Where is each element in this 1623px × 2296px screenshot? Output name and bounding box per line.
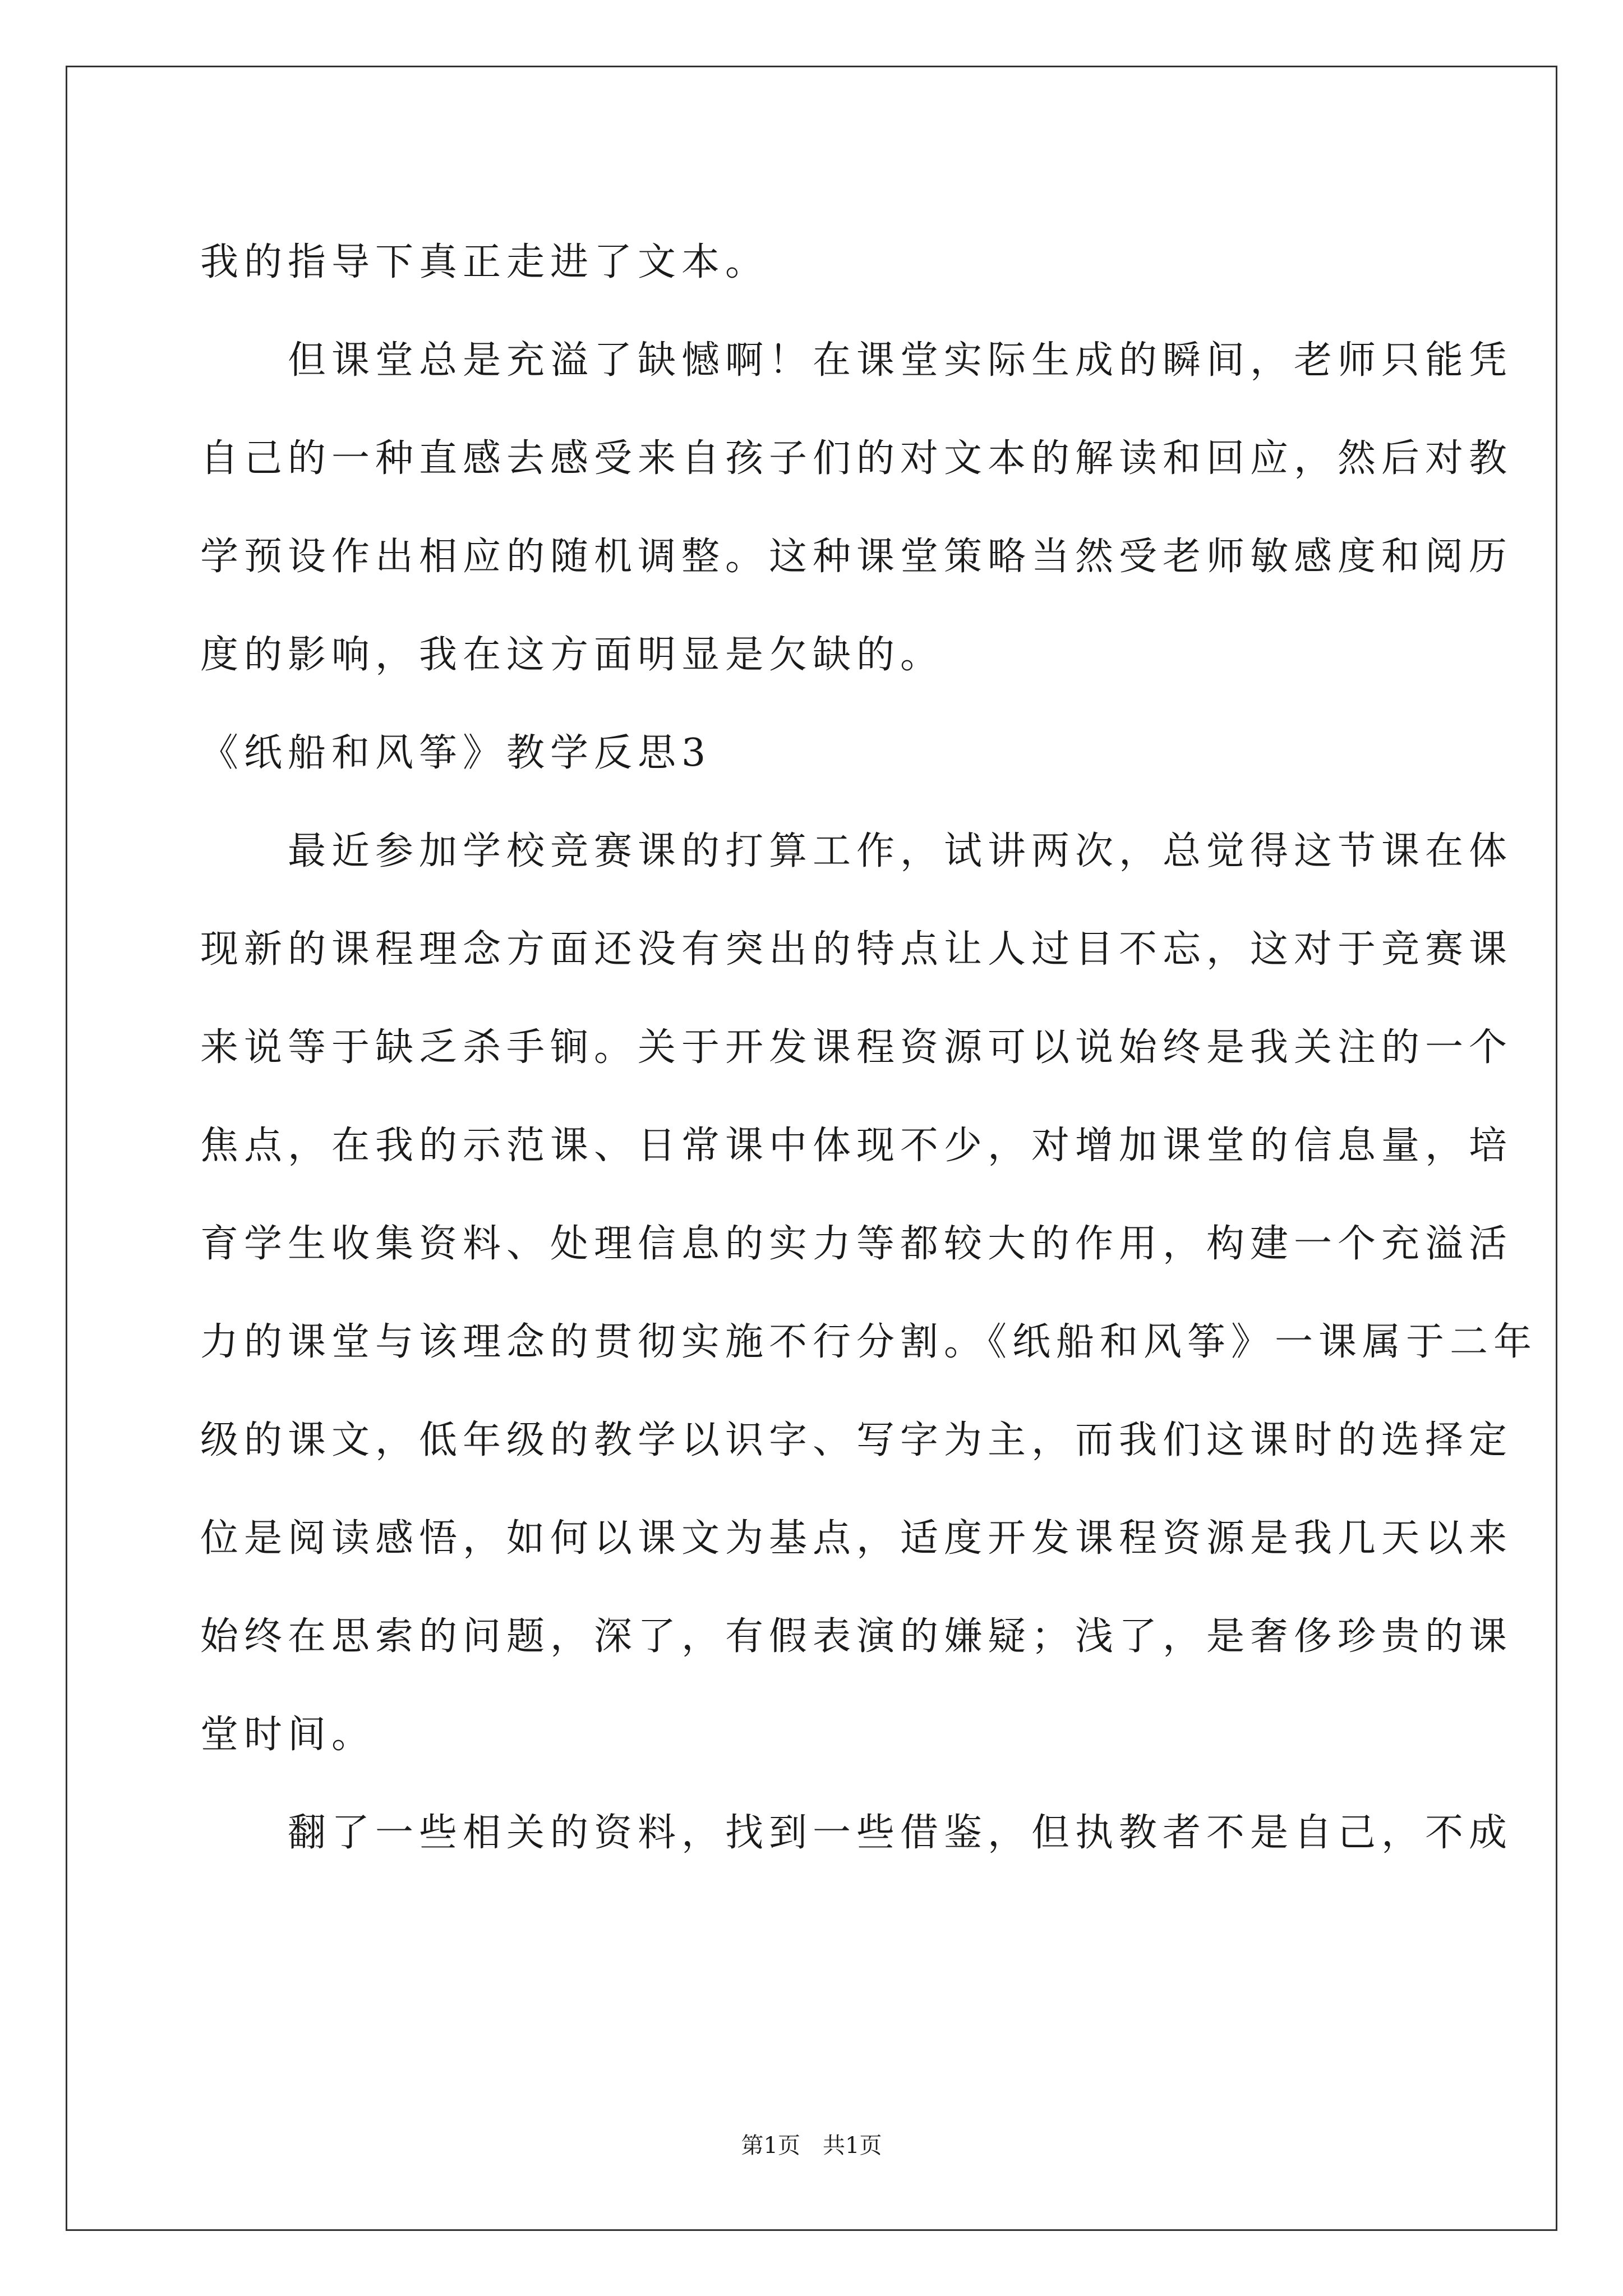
text-line: 但课堂总是充溢了缺憾啊！在课堂实际生成的瞬间，老师只能凭 bbox=[200, 338, 1513, 383]
text-line: 力的课堂与该理念的贯彻实施不行分割。《纸船和风筝》一课属于二年 bbox=[200, 1320, 1538, 1364]
text-line: 现新的课程理念方面还没有突出的特点让人过目不忘，这对于竞赛课 bbox=[200, 927, 1513, 972]
page-number-footer: 第1页 共1页 bbox=[741, 2133, 882, 2159]
text-line: 度的影响，我在这方面明显是欠缺的。 bbox=[200, 633, 944, 677]
document-body bbox=[200, 213, 1538, 1882]
text-line: 翻了一些相关的资料，找到一些借鉴，但执教者不是自己，不成 bbox=[200, 1811, 1513, 1855]
text-line: 我的指导下真正走进了文本。 bbox=[200, 240, 769, 284]
text-line: 自己的一种直感去感受来自孩子们的对文本的解读和回应，然后对教 bbox=[200, 436, 1513, 481]
text-line: 位是阅读感悟，如何以课文为基点，适度开发课程资源是我几天以来 bbox=[200, 1516, 1513, 1561]
text-line: 级的课文，低年级的教学以识字、写字为主，而我们这课时的选择定 bbox=[200, 1418, 1513, 1462]
text-line: 堂时间。 bbox=[200, 1713, 376, 1757]
text-line: 始终在思索的问题，深了，有假表演的嫌疑；浅了，是奢侈珍贵的课 bbox=[200, 1614, 1513, 1659]
text-line: 最近参加学校竞赛课的打算工作，试讲两次，总觉得这节课在体 bbox=[200, 829, 1513, 873]
text-line: 来说等于缺乏杀手锏。关于开发课程资源可以说始终是我关注的一个 bbox=[200, 1025, 1513, 1070]
text-line: 焦点，在我的示范课、日常课中体现不少，对增加课堂的信息量，培 bbox=[200, 1124, 1513, 1168]
text-line: 学预设作出相应的随机调整。这种课堂策略当然受老师敏感度和阅历 bbox=[200, 535, 1513, 579]
section-heading: 《纸船和风筝》教学反思3 bbox=[200, 731, 712, 775]
text-line: 育学生收集资料、处理信息的实力等都较大的作用，构建一个充溢活 bbox=[200, 1222, 1513, 1266]
